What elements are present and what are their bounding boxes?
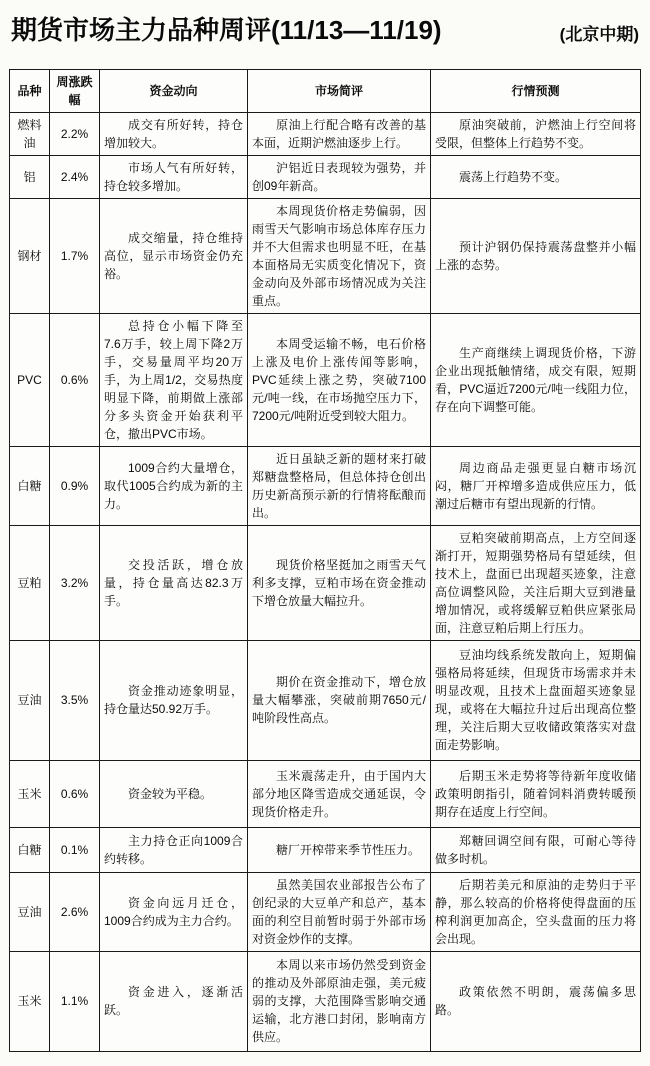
change-cell: 0.1%	[50, 827, 100, 872]
table-row	[10, 951, 641, 1051]
header-funds: 资金动向	[100, 69, 248, 112]
change-cell: 3.5%	[50, 640, 100, 760]
table-row	[10, 313, 641, 446]
table-row	[10, 872, 641, 951]
header-row	[10, 69, 641, 112]
change-cell: 0.6%	[50, 313, 100, 446]
variety-cell: 铝	[10, 155, 50, 198]
comment-cell: 糖厂开榨带来季节性压力。	[248, 827, 431, 872]
table-row	[10, 198, 641, 313]
variety-cell: 白糖	[10, 446, 50, 525]
weekly-review-table	[9, 69, 641, 1052]
funds-cell: 资金进入，逐渐活跃。	[100, 951, 248, 1051]
change-cell: 2.6%	[50, 872, 100, 951]
change-cell: 0.9%	[50, 446, 100, 525]
forecast-cell: 周边商品走强更显白糖市场沉闷，糖厂开榨增多造成供应压力，低潮过后糖市有望出现新的行情。	[431, 446, 641, 525]
comment-cell: 期价在资金推动下，增仓放量大幅攀涨，突破前期7650元/吨阶段性高点。	[248, 640, 431, 760]
forecast-cell: 震荡上行趋势不变。	[431, 155, 641, 198]
source-label: (北京中期)	[559, 25, 639, 44]
comment-cell: 现货价格坚挺加之雨雪天气利多支撑，豆粕市场在资金推动下增仓放量大幅拉升。	[248, 525, 431, 640]
comment-cell: 原油上行配合略有改善的基本面，近期沪燃油逐步上行。	[248, 112, 431, 155]
funds-cell: 资金推动迹象明显，持仓量达50.92万手。	[100, 640, 248, 760]
funds-cell: 交投活跃，增仓放量，持仓量高达82.3万手。	[100, 525, 248, 640]
table-row	[10, 446, 641, 525]
forecast-cell: 政策依然不明朗，震荡偏多思路。	[431, 951, 641, 1051]
table-row	[10, 112, 641, 155]
variety-cell: PVC	[10, 313, 50, 446]
funds-cell: 主力持仓正向1009合约转移。	[100, 827, 248, 872]
comment-cell: 本周现货价格走势偏弱，因雨雪天气影响市场总体库存压力并不大但需求也明显不旺，在基本面格局无实质变化情况下，资金动向及外部市场情况成为关注重点。	[248, 198, 431, 313]
funds-cell: 资金较为平稳。	[100, 760, 248, 827]
variety-cell: 豆油	[10, 872, 50, 951]
page-title: 期货市场主力品种周评(11/13—11/19)	[11, 15, 442, 45]
change-cell: 0.6%	[50, 760, 100, 827]
variety-cell: 豆粕	[10, 525, 50, 640]
variety-cell: 白糖	[10, 827, 50, 872]
comment-cell: 本周以来市场仍然受到资金的推动及外部原油走强，美元疲弱的支撑，大范围降雪影响交通运输，北方港口封闭，影响南方供应。	[248, 951, 431, 1051]
forecast-cell: 豆粕突破前期高点，上方空间逐渐打开，短期强势格局有望延续，但技术上，盘面已出现超买迹象，注意高位调整风险，关注后期大豆到港量增加情况，或将缓解豆粕供应紧张局面，注意豆粕后期上行压力。	[431, 525, 641, 640]
masthead	[9, 10, 641, 47]
funds-cell: 成交有所好转，持仓增加较大。	[100, 112, 248, 155]
variety-cell: 玉米	[10, 951, 50, 1051]
forecast-cell: 原油突破前，沪燃油上行空间将受限，但整体上行趋势不变。	[431, 112, 641, 155]
table-row	[10, 155, 641, 198]
forecast-cell: 预计沪钢仍保持震荡盘整并小幅上涨的态势。	[431, 198, 641, 313]
change-cell: 1.7%	[50, 198, 100, 313]
header-change: 周涨跌幅	[50, 69, 100, 112]
funds-cell: 资金向远月迁仓，1009合约成为主力合约。	[100, 872, 248, 951]
forecast-cell: 生产商继续上调现货价格，下游企业出现抵触情绪，成交有限，短期看，PVC逼近7200元/吨一线阻力位，存在向下调整可能。	[431, 313, 641, 446]
forecast-cell: 郑糖回调空间有限，可耐心等待做多时机。	[431, 827, 641, 872]
variety-cell: 钢材	[10, 198, 50, 313]
header-variety: 品种	[10, 69, 50, 112]
comment-cell: 本周受运输不畅，电石价格上涨及电价上涨传闻等影响，PVC延续上涨之势，突破7100元/吨一线，在市场抛空压力下，7200元/吨附近受到较大阻力。	[248, 313, 431, 446]
variety-cell: 豆油	[10, 640, 50, 760]
table-row	[10, 827, 641, 872]
change-cell: 2.4%	[50, 155, 100, 198]
funds-cell: 1009合约大量增仓，取代1005合约成为新的主力。	[100, 446, 248, 525]
funds-cell: 成交缩量，持仓维持高位，显示市场资金仍充裕。	[100, 198, 248, 313]
change-cell: 3.2%	[50, 525, 100, 640]
forecast-cell: 后期若美元和原油的走势归于平静，那么较高的价格将使得盘面的压榨利润更加高企，空头盘面的压力将会出现。	[431, 872, 641, 951]
comment-cell: 玉米震荡走升，由于国内大部分地区降雪造成交通延误，令现货价格走升。	[248, 760, 431, 827]
change-cell: 2.2%	[50, 112, 100, 155]
table-row	[10, 640, 641, 760]
header-forecast: 行情预测	[431, 69, 641, 112]
forecast-cell: 后期玉米走势将等待新年度收储政策明朗指引，随着饲料消费转暖预期存在适度上行空间。	[431, 760, 641, 827]
table-row	[10, 525, 641, 640]
comment-cell: 近日虽缺乏新的题材来打破郑糖盘整格局，但总体持仓创出历史新高预示新的行情将酝酿而出。	[248, 446, 431, 525]
funds-cell: 市场人气有所好转，持仓较多增加。	[100, 155, 248, 198]
variety-cell: 玉米	[10, 760, 50, 827]
table-row	[10, 760, 641, 827]
funds-cell: 总持仓小幅下降至 7.6万手，较上周下降2万手，交易量周平均20万手，为上周1/2，交易热度明显下降，前期做上涨部分多头资金开始获利平仓，撤出PVC市场。	[100, 313, 248, 446]
comment-cell: 虽然美国农业部报告公布了创纪录的大豆单产和总产，基本面的利空目前暂时弱于外部市场对资金炒作的支撑。	[248, 872, 431, 951]
forecast-cell: 豆油均线系统发散向上，短期偏强格局将延续，但现货市场需求并未明显改观，且技术上盘面超买迹象显现，或将在大幅拉升过后出现高位整理，关注后期大豆收储政策落实对盘面走势影响。	[431, 640, 641, 760]
header-comment: 市场简评	[248, 69, 431, 112]
variety-cell: 燃料油	[10, 112, 50, 155]
comment-cell: 沪铝近日表现较为强势，并创09年新高。	[248, 155, 431, 198]
change-cell: 1.1%	[50, 951, 100, 1051]
